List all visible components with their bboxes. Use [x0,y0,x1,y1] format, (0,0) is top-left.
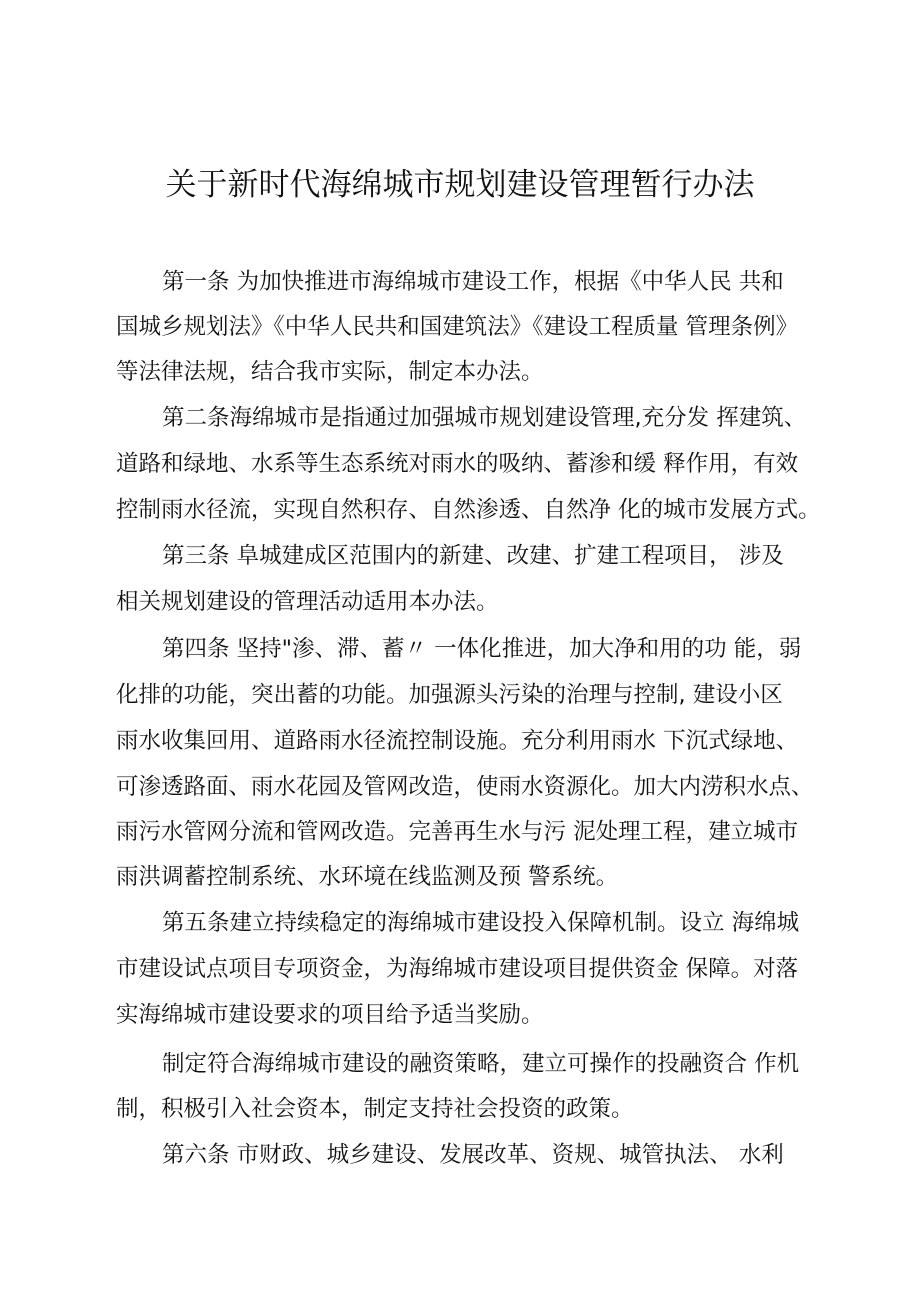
body-line: 雨污水管网分流和管网改造。完善再生水与污 泥处理工程，建立城市 [116,819,799,845]
body-line: 相关规划建设的管理活动适用本办法。 [116,589,499,615]
document-title: 关于新时代海绵城市规划建设管理暂行办法 [165,167,755,203]
body-line: 制，积极引入社会资本，制定支持社会投资的政策。 [116,1096,634,1122]
body-line: 第五条建立持续稳定的海绵城市建设投入保障机制。设立 海绵城 [162,910,800,936]
body-line: 第一条 为加快推进市海绵城市建设工作，根据《中华人民 共和 [162,269,784,295]
body-line: 国城乡规划法》《中华人民共和国建筑法》《建设工程质量 管理条例》 [116,314,799,340]
body-line: 市建设试点项目专项资金，为海绵城市建设项目提供资金 保障。对落 [116,956,799,982]
body-line: 道路和绿地、水系等生态系统对雨水的吸纳、蓄渗和缓 释作用，有效 [116,451,799,477]
body-line: 控制雨水径流，实现自然积存、自然渗透、自然净 化的城市发展方式。 [116,497,821,523]
body-line: 雨洪调蓄控制系统、水环境在线监测及预 警系统。 [116,864,619,890]
body-line: 化排的功能，突出蓄的功能。加强源头污染的治理与控制, 建设小区 [116,682,783,708]
body-line: 第六条 市财政、城乡建设、发展改革、资规、城管执法、 水利 [162,1142,784,1168]
body-line: 可渗透路面、雨水花园及管网改造，使雨水资源化。加大内涝积水点、 [116,774,814,800]
body-line: 雨水收集回用、道路雨水径流控制设施。充分利用雨水 下沉式绿地、 [116,728,799,754]
body-line: 第二条海绵城市是指通过加强城市规划建设管理,充分发 挥建筑、 [162,405,807,431]
body-line: 等法律法规，结合我市实际，制定本办法。 [116,359,544,385]
body-line: 实海绵城市建设要求的项目给予适当奖励。 [116,1002,544,1028]
body-line: 第三条 阜城建成区范围内的新建、改建、扩建工程项目， 涉及 [162,543,784,569]
body-line: 制定符合海绵城市建设的融资策略，建立可操作的投融资合 作机 [162,1051,800,1077]
body-line: 第四条 坚持"渗、滞、蓄〃 一体化推进，加大净和用的功 能，弱 [162,636,802,662]
